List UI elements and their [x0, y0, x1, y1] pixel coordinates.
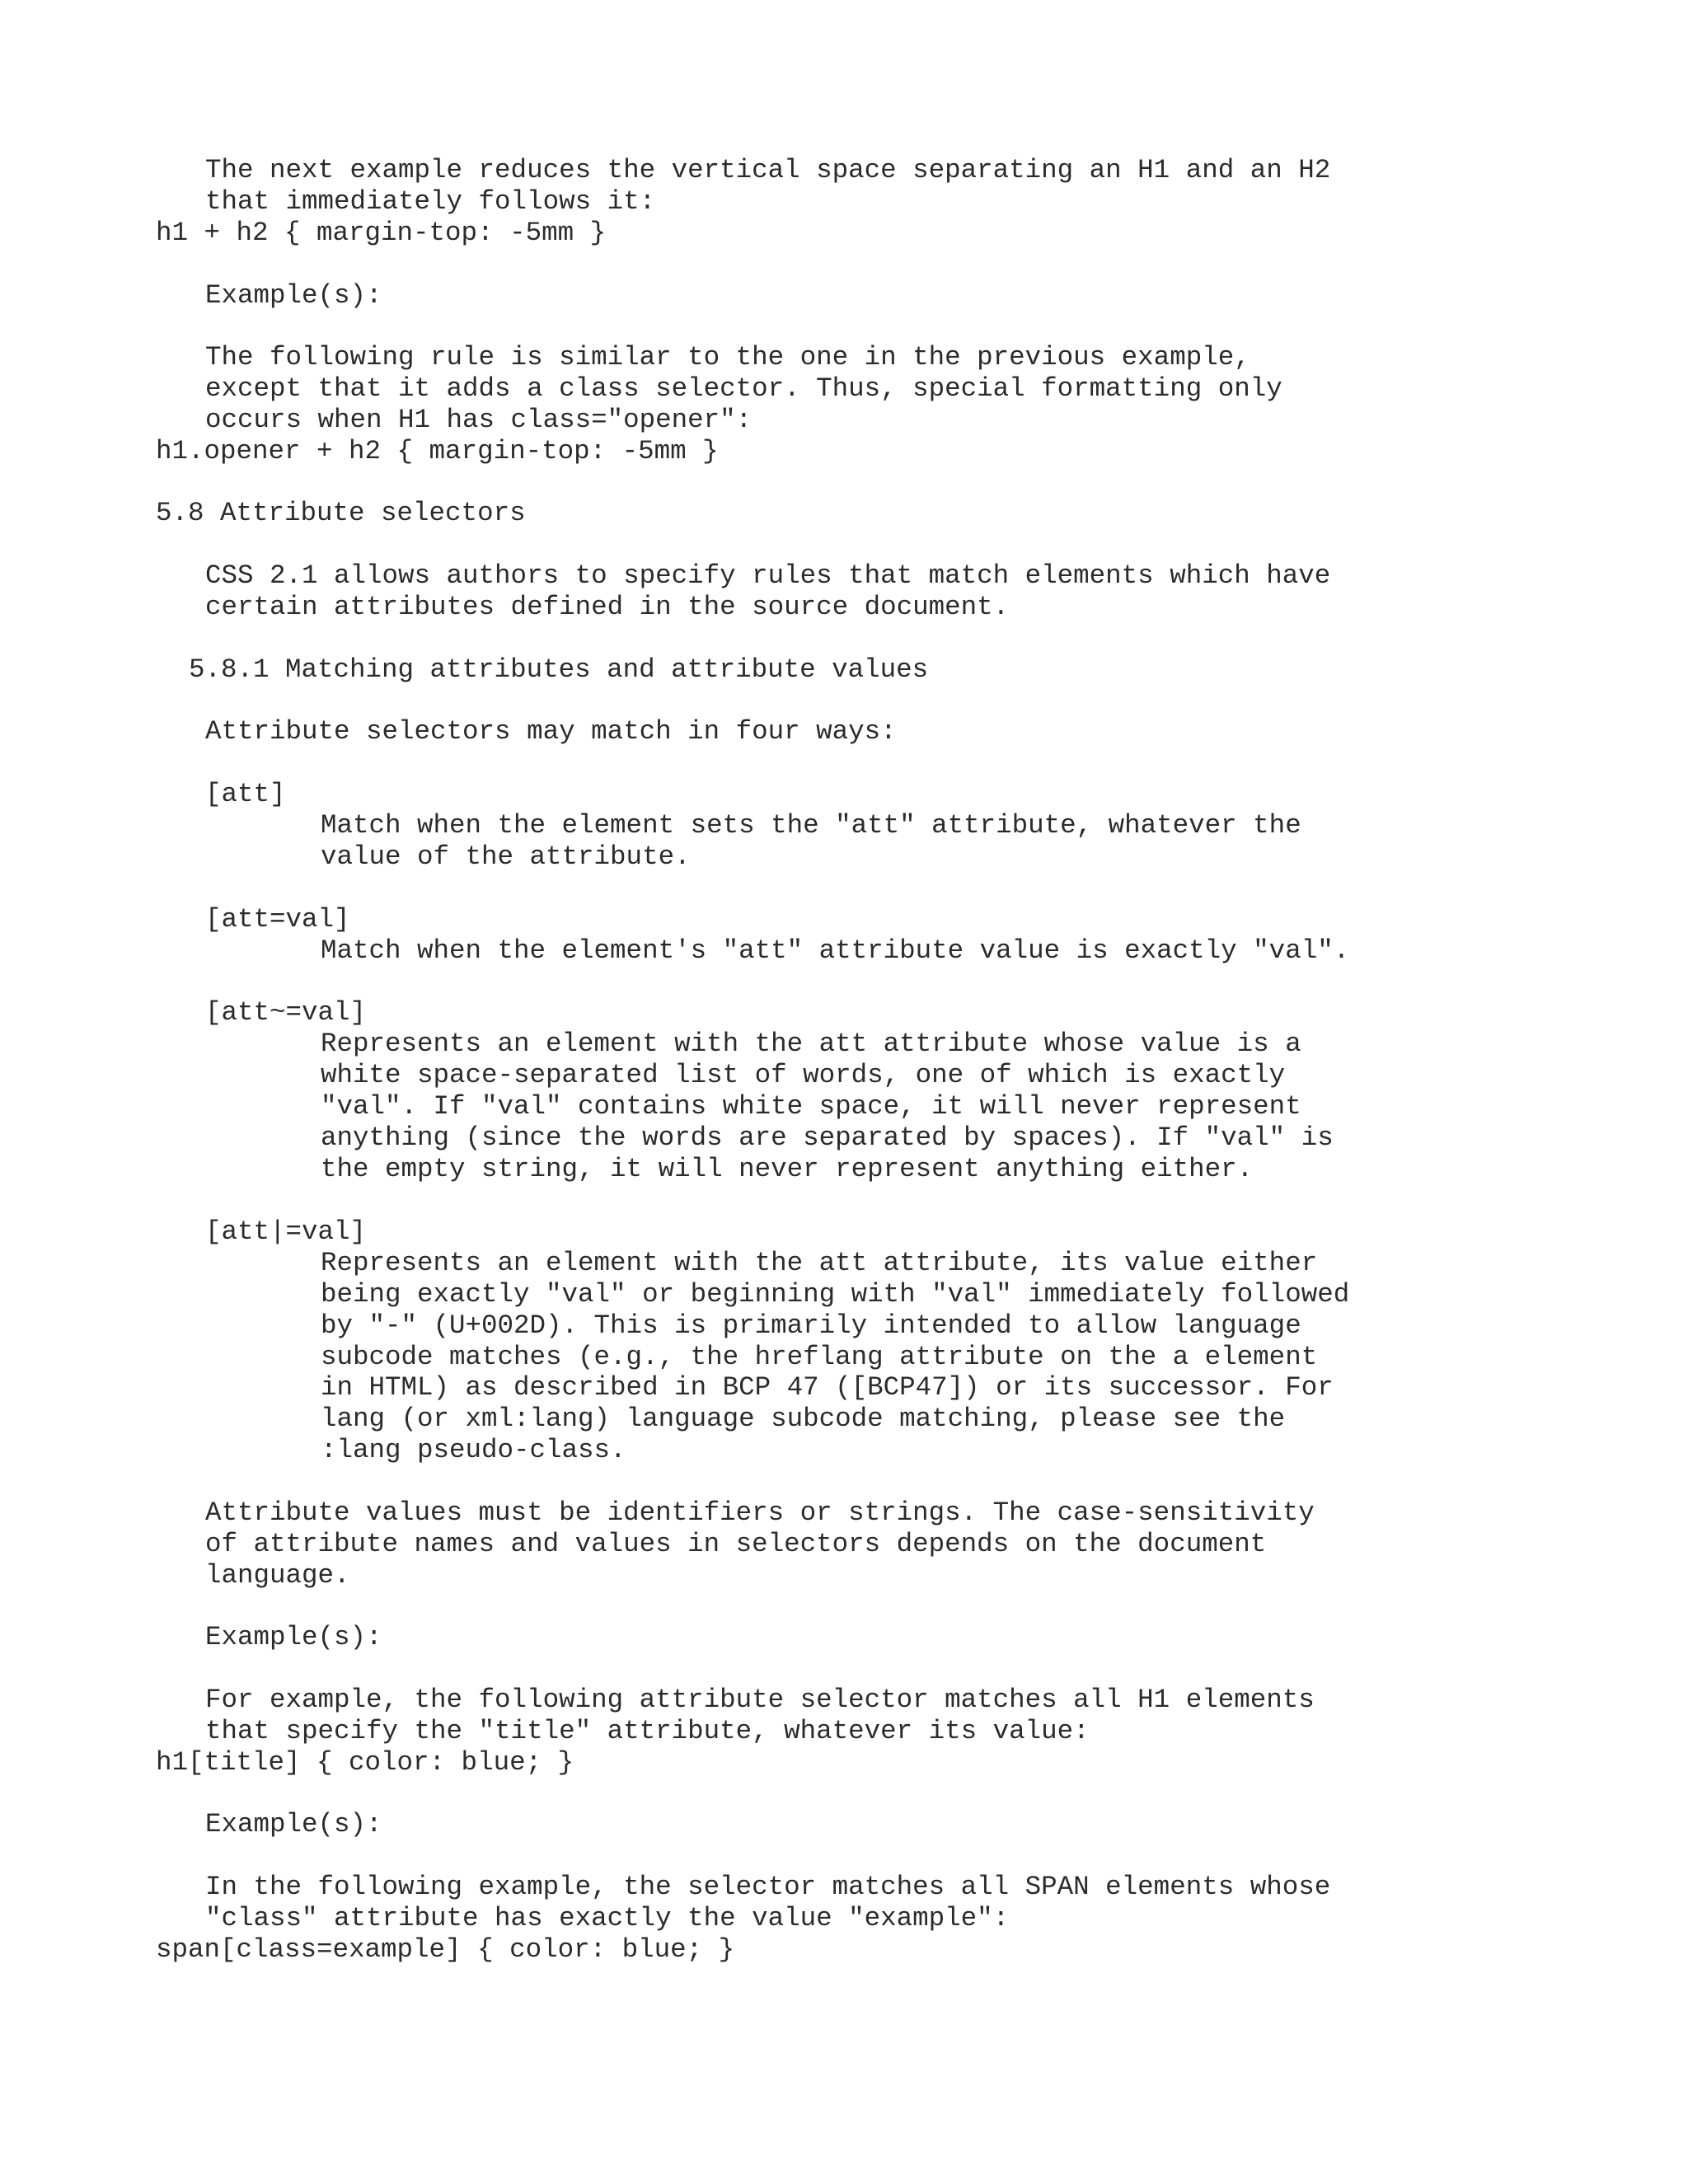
definition-line: "val". If "val" contains white space, it will never represent [321, 1091, 1301, 1122]
paragraph-line: language. [205, 1560, 350, 1591]
section-heading: 5.8 Attribute selectors [156, 498, 526, 528]
paragraph-line: certain attributes defined in the source document. [205, 592, 1010, 622]
definition-line: Match when the element sets the "att" attribute, whatever the [321, 810, 1301, 841]
paragraph-line: occurs when H1 has class="opener": [205, 405, 753, 435]
example-label: Example(s): [205, 1622, 382, 1652]
code-line: span[class=example] { color: blue; } [156, 1934, 735, 1965]
example-label: Example(s): [205, 280, 382, 311]
definition-line: :lang pseudo-class. [321, 1435, 626, 1465]
definition-term: [att=val] [205, 904, 350, 935]
paragraph-line: except that it adds a class selector. Thus, special formatting only [205, 373, 1282, 404]
code-line: h1 + h2 { margin-top: -5mm } [156, 218, 607, 248]
paragraph-line: CSS 2.1 allows authors to specify rules that match elements which have [205, 560, 1331, 591]
paragraph-line: that immediately follows it: [205, 186, 656, 217]
definition-line: being exactly "val" or beginning with "val" immediately followed [321, 1279, 1350, 1310]
paragraph-line: In the following example, the selector matches all SPAN elements whose [205, 1872, 1331, 1902]
example-label: Example(s): [205, 1809, 382, 1840]
definition-line: lang (or xml:lang) language subcode matching, please see the [321, 1404, 1286, 1434]
paragraph-line: The next example reduces the vertical space separating an H1 and an H2 [205, 155, 1331, 185]
definition-line: anything (since the words are separated by spaces). If "val" is [321, 1122, 1334, 1153]
definition-line: subcode matches (e.g., the hreflang attribute on the a element [321, 1342, 1318, 1372]
definition-line: Represents an element with the att attribute, its value either [321, 1248, 1318, 1278]
definition-line: white space-separated list of words, one of which is exactly [321, 1060, 1286, 1090]
code-line: h1.opener + h2 { margin-top: -5mm } [156, 436, 719, 466]
definition-line: by "-" (U+002D). This is primarily intended to allow language [321, 1310, 1301, 1341]
paragraph-line: "class" attribute has exactly the value "example": [205, 1903, 1010, 1933]
paragraph-line: For example, the following attribute selector matches all H1 elements [205, 1685, 1315, 1715]
paragraph-line: that specify the "title" attribute, whatever its value: [205, 1716, 1090, 1746]
definition-line: value of the attribute. [321, 841, 691, 872]
definition-term: [att|=val] [205, 1216, 367, 1247]
paragraph-line: of attribute names and values in selectors depends on the document [205, 1529, 1267, 1559]
definition-line: the empty string, it will never represent anything either. [321, 1154, 1254, 1184]
definition-line: in HTML) as described in BCP 47 ([BCP47]) or its successor. For [321, 1372, 1334, 1403]
code-line: h1[title] { color: blue; } [156, 1747, 574, 1778]
definition-term: [att] [205, 779, 286, 809]
paragraph-line: Attribute selectors may match in four ways: [205, 716, 897, 747]
definition-line: Match when the element's "att" attribute value is exactly "val". [321, 935, 1350, 966]
subsection-heading: 5.8.1 Matching attributes and attribute values [189, 654, 929, 685]
definition-line: Represents an element with the att attribute whose value is a [321, 1029, 1301, 1059]
paragraph-line: The following rule is similar to the one in the previous example, [205, 342, 1250, 373]
paragraph-line: Attribute values must be identifiers or strings. The case-sensitivity [205, 1497, 1315, 1528]
definition-term: [att~=val] [205, 997, 367, 1028]
